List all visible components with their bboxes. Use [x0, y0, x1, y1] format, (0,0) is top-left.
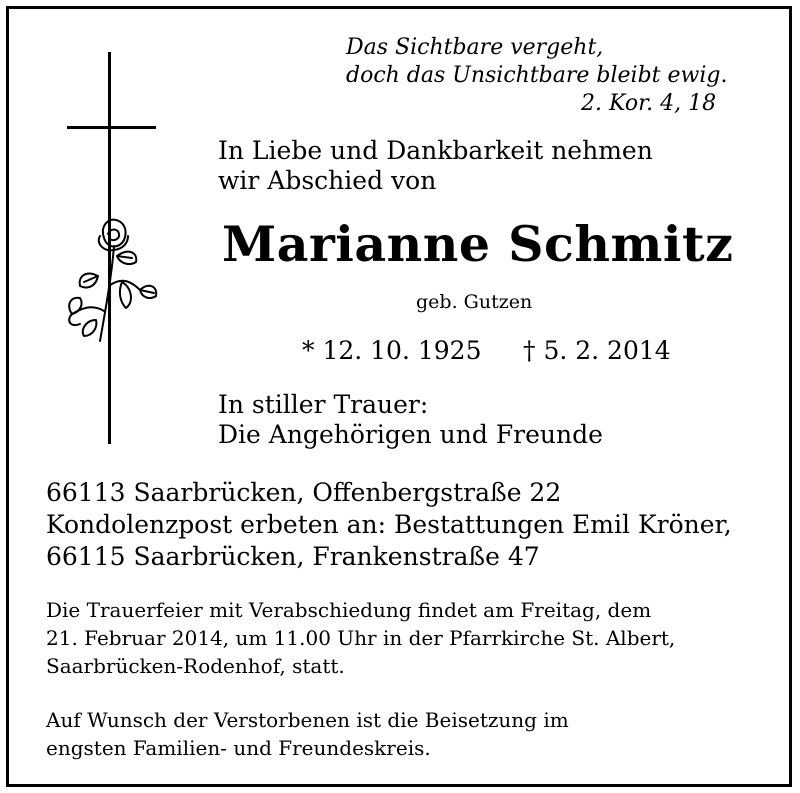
rose-icon	[62, 216, 162, 346]
quote-line-2: doch das Unsichtbare bleibt ewig.	[346, 63, 728, 88]
quote-line-1: Das Sichtbare vergeht,	[346, 35, 604, 60]
deceased-name: Marianne Schmitz	[222, 215, 734, 273]
burial-line-2: engsten Familien- und Freundeskreis.	[46, 736, 431, 760]
intro-line-2: wir Abschied von	[218, 166, 437, 195]
burial-line-1: Auf Wunsch der Verstorbenen ist die Beisetzung im	[46, 708, 569, 732]
mourners-line-2: Die Angehörigen und Freunde	[218, 420, 603, 449]
birth-date: * 12. 10. 1925	[302, 336, 482, 365]
quote-source: 2. Kor. 4, 18	[581, 91, 717, 116]
mourners-line-1: In stiller Trauer:	[218, 390, 429, 419]
death-date: † 5. 2. 2014	[523, 336, 671, 365]
birth-name: geb. Gutzen	[416, 291, 533, 313]
address-line-2: Kondolenzpost erbeten an: Bestattungen Emil Kröner,	[46, 510, 732, 539]
address-line-1: 66113 Saarbrücken, Offenbergstraße 22	[46, 478, 562, 507]
cross-bar	[67, 126, 156, 129]
ceremony-line-3: Saarbrücken-Rodenhof, statt.	[46, 654, 345, 678]
address-line-3: 66115 Saarbrücken, Frankenstraße 47	[46, 542, 540, 571]
ceremony-line-2: 21. Februar 2014, um 11.00 Uhr in der Pfarrkirche St. Albert,	[46, 626, 676, 650]
ceremony-line-1: Die Trauerfeier mit Verabschiedung findet am Freitag, dem	[46, 598, 652, 622]
intro-line-1: In Liebe und Dankbarkeit nehmen	[218, 136, 653, 165]
